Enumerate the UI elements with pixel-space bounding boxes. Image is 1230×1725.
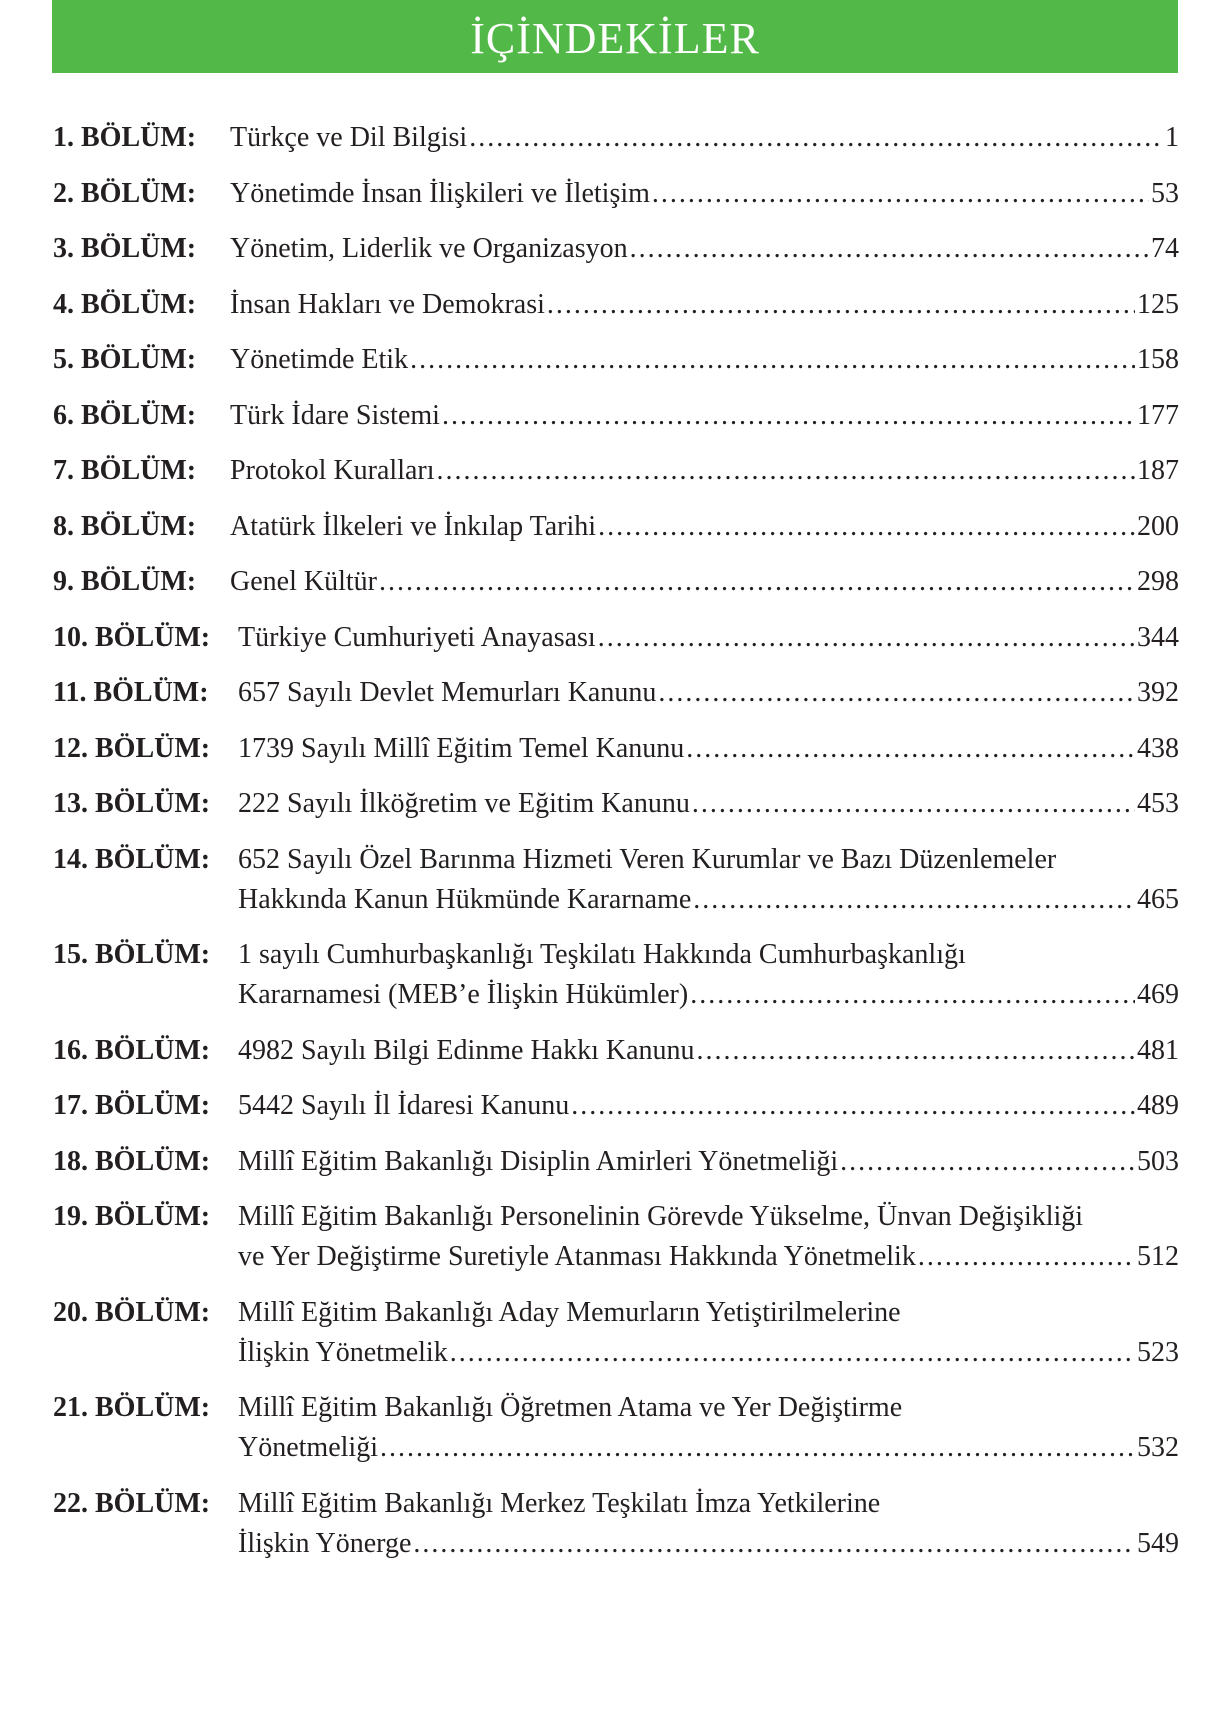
chapter-content (230, 174, 1179, 214)
chapter-label: 1. BÖLÜM: (53, 122, 197, 153)
chapter-content (238, 1484, 1179, 1564)
chapter-title-line (238, 1484, 1179, 1524)
page-number: 481 (1137, 1034, 1179, 1066)
dot-leader (547, 285, 1135, 325)
chapter-label: 16. BÖLÜM: (53, 1034, 211, 1066)
toc-entry[interactable] (53, 285, 1179, 325)
dot-leader (442, 396, 1135, 436)
dot-leader (630, 229, 1149, 269)
chapter-content (238, 840, 1179, 920)
chapter-title-line (230, 507, 1179, 547)
chapter-title-line (238, 1333, 1179, 1373)
chapter-label: 15. BÖLÜM: (53, 939, 211, 970)
chapter-title-line (238, 1197, 1179, 1237)
dot-leader (693, 880, 1135, 920)
page-number: 469 (1137, 979, 1179, 1010)
chapter-content (238, 618, 1179, 658)
chapter-content (238, 1031, 1179, 1071)
chapter-title: Millî Eğitim Bakanlığı Personelinin Görevde Yükselme, Ünvan Değişikliği (238, 1201, 1084, 1232)
page-number: 532 (1137, 1432, 1179, 1463)
chapter-title: Millî Eğitim Bakanlığı Disiplin Amirleri Yönetmeliği (238, 1145, 839, 1177)
chapter-content (238, 784, 1179, 824)
chapter-title: Hakkında Kanun Hükmünde Kararname (238, 883, 692, 915)
dot-leader (413, 1524, 1135, 1564)
chapter-title-line (230, 396, 1179, 436)
chapter-title-line (230, 285, 1179, 325)
dot-leader (918, 1237, 1135, 1277)
chapter-content (230, 340, 1179, 380)
toc-entry[interactable] (53, 1388, 1179, 1468)
chapter-title-line (238, 975, 1179, 1015)
toc-list (53, 118, 1179, 1579)
chapter-title-line (238, 840, 1179, 880)
chapter-content (230, 229, 1179, 269)
chapter-title: 5442 Sayılı İl İdaresi Kanunu (238, 1090, 570, 1121)
toc-entry[interactable] (53, 1031, 1179, 1071)
toc-entry[interactable] (53, 1197, 1179, 1277)
page-number: 489 (1137, 1090, 1179, 1121)
dot-leader (690, 975, 1135, 1015)
page-number: 187 (1137, 455, 1179, 486)
chapter-label: 14. BÖLÜM: (53, 843, 211, 875)
toc-entry[interactable] (53, 118, 1179, 158)
chapter-label: 6. BÖLÜM: (53, 399, 197, 431)
chapter-title: 222 Sayılı İlköğretim ve Eğitim Kanunu (238, 788, 690, 819)
chapter-label: 19. BÖLÜM: (53, 1201, 211, 1232)
chapter-label: 3. BÖLÜM: (53, 233, 197, 264)
chapter-title: Yönetimde Etik (230, 344, 409, 375)
chapter-content (238, 1197, 1179, 1277)
chapter-title-line (238, 729, 1179, 769)
page-number: 53 (1151, 177, 1179, 209)
page-number: 438 (1137, 732, 1179, 764)
dot-leader (840, 1142, 1135, 1182)
chapter-title: İnsan Hakları ve Demokrasi (230, 288, 545, 320)
chapter-label: 17. BÖLÜM: (53, 1090, 211, 1121)
page-number: 158 (1137, 344, 1179, 375)
page-number: 453 (1137, 788, 1179, 819)
page-number: 512 (1137, 1241, 1179, 1272)
chapter-content (238, 1086, 1179, 1126)
chapter-title: 1 sayılı Cumhurbaşkanlığı Teşkilatı Hakkında Cumhurbaşkanlığı (238, 939, 966, 970)
chapter-title: İlişkin Yönetmelik (238, 1336, 448, 1368)
dot-leader (692, 784, 1135, 824)
dot-leader (379, 562, 1135, 602)
chapter-content (230, 451, 1179, 491)
chapter-title: Protokol Kuralları (230, 455, 435, 486)
toc-entry[interactable] (53, 1484, 1179, 1564)
chapter-content (230, 285, 1179, 325)
chapter-title: Yönetimde İnsan İlişkileri ve İletişim (230, 177, 650, 209)
chapter-label: 22. BÖLÜM: (53, 1487, 211, 1519)
chapter-title: 657 Sayılı Devlet Memurları Kanunu (238, 677, 657, 708)
page-number: 503 (1137, 1145, 1179, 1177)
toc-entry[interactable] (53, 396, 1179, 436)
toc-entry[interactable] (53, 935, 1179, 1015)
chapter-title-line (230, 451, 1179, 491)
toc-entry[interactable] (53, 1086, 1179, 1126)
toc-entry[interactable] (53, 1142, 1179, 1182)
dot-leader (686, 729, 1135, 769)
chapter-label: 4. BÖLÜM: (53, 288, 197, 320)
page-number: 298 (1137, 566, 1179, 597)
chapter-title: Türkçe ve Dil Bilgisi (230, 122, 468, 153)
chapter-content (238, 1388, 1179, 1468)
chapter-title: Millî Eğitim Bakanlığı Merkez Teşkilatı İmza Yetkilerine (238, 1487, 881, 1519)
toc-entry[interactable] (53, 618, 1179, 658)
chapter-label: 11. BÖLÜM: (53, 677, 209, 708)
chapter-label: 7. BÖLÜM: (53, 455, 197, 486)
dot-leader (697, 1031, 1135, 1071)
toc-entry[interactable] (53, 174, 1179, 214)
toc-entry[interactable] (53, 840, 1179, 920)
chapter-title-line (238, 880, 1179, 920)
toc-entry[interactable] (53, 507, 1179, 547)
page-number: 74 (1151, 233, 1179, 264)
chapter-title-line (230, 229, 1179, 269)
chapter-label: 9. BÖLÜM: (53, 566, 197, 597)
chapter-content (238, 729, 1179, 769)
chapter-title-line (238, 1293, 1179, 1333)
chapter-title-line (230, 118, 1179, 158)
page-number: 1 (1165, 122, 1179, 153)
chapter-title: ve Yer Değiştirme Suretiyle Atanması Hakkında Yönetmelik (238, 1241, 916, 1272)
page-number: 465 (1137, 883, 1179, 915)
dot-leader (450, 1333, 1135, 1373)
chapter-title: Kararnamesi (MEB’e İlişkin Hükümler) (238, 979, 689, 1010)
dot-leader (410, 340, 1135, 380)
chapter-content (238, 1293, 1179, 1373)
chapter-title-line (238, 1142, 1179, 1182)
chapter-title: Millî Eğitim Bakanlığı Aday Memurların Yetiştirilmelerine (238, 1296, 901, 1328)
chapter-title: 652 Sayılı Özel Barınma Hizmeti Veren Kurumlar ve Bazı Düzenlemeler (238, 843, 1057, 875)
chapter-label: 13. BÖLÜM: (53, 788, 211, 819)
page-number: 200 (1137, 510, 1179, 542)
chapter-title: 1739 Sayılı Millî Eğitim Temel Kanunu (238, 732, 685, 764)
page-title: İÇİNDEKİLER (470, 13, 760, 63)
toc-header-bar (52, 0, 1178, 73)
toc-entry[interactable] (53, 784, 1179, 824)
chapter-title-line (238, 1086, 1179, 1126)
toc-entry[interactable] (53, 729, 1179, 769)
dot-leader (598, 507, 1135, 547)
chapter-title: 4982 Sayılı Bilgi Edinme Hakkı Kanunu (238, 1034, 695, 1066)
chapter-content (238, 935, 1179, 1015)
page-number: 549 (1137, 1527, 1179, 1559)
chapter-title: İlişkin Yönerge (238, 1527, 412, 1559)
chapter-label: 8. BÖLÜM: (53, 510, 197, 542)
dot-leader (380, 1428, 1135, 1468)
chapter-label: 10. BÖLÜM: (53, 621, 211, 653)
chapter-label: 18. BÖLÜM: (53, 1145, 211, 1177)
chapter-content (230, 396, 1179, 436)
dot-leader (437, 451, 1135, 491)
dot-leader (571, 1086, 1135, 1126)
chapter-title: Atatürk İlkeleri ve İnkılap Tarihi (230, 510, 597, 542)
chapter-title-line (238, 784, 1179, 824)
dot-leader (652, 174, 1149, 214)
chapter-title-line (238, 673, 1179, 713)
chapter-title-line (238, 1237, 1179, 1277)
toc-entry[interactable] (53, 451, 1179, 491)
chapter-title-line (230, 340, 1179, 380)
page-number: 344 (1137, 621, 1179, 653)
dot-leader (598, 618, 1135, 658)
chapter-content (230, 118, 1179, 158)
chapter-content (238, 673, 1179, 713)
chapter-title: Türk İdare Sistemi (230, 399, 440, 431)
chapter-title-line (238, 1428, 1179, 1468)
page-number: 392 (1137, 677, 1179, 708)
chapter-label: 2. BÖLÜM: (53, 177, 197, 209)
chapter-label: 21. BÖLÜM: (53, 1392, 211, 1423)
chapter-title: Genel Kültür (230, 566, 377, 597)
chapter-title-line (238, 935, 1179, 975)
chapter-title: Türkiye Cumhuriyeti Anayasası (238, 621, 596, 653)
chapter-content (238, 1142, 1179, 1182)
chapter-title: Yönetim, Liderlik ve Organizasyon (230, 233, 628, 264)
dot-leader (469, 118, 1163, 158)
toc-entry[interactable] (53, 1293, 1179, 1373)
chapter-label: 12. BÖLÜM: (53, 732, 211, 764)
chapter-title-line (238, 1388, 1179, 1428)
chapter-title-line (230, 562, 1179, 602)
chapter-title-line (238, 1031, 1179, 1071)
toc-entry[interactable] (53, 229, 1179, 269)
toc-entry[interactable] (53, 562, 1179, 602)
chapter-content (230, 562, 1179, 602)
chapter-title-line (230, 174, 1179, 214)
toc-entry[interactable] (53, 673, 1179, 713)
page-number: 125 (1137, 288, 1179, 320)
chapter-title-line (238, 1524, 1179, 1564)
chapter-title: Millî Eğitim Bakanlığı Öğretmen Atama ve Yer Değiştirme (238, 1392, 903, 1423)
chapter-content (230, 507, 1179, 547)
toc-entry[interactable] (53, 340, 1179, 380)
chapter-title: Yönetmeliği (238, 1432, 378, 1463)
chapter-label: 20. BÖLÜM: (53, 1296, 211, 1328)
page-number: 523 (1137, 1336, 1179, 1368)
dot-leader (658, 673, 1135, 713)
page-number: 177 (1137, 399, 1179, 431)
chapter-title-line (238, 618, 1179, 658)
chapter-label: 5. BÖLÜM: (53, 344, 197, 375)
